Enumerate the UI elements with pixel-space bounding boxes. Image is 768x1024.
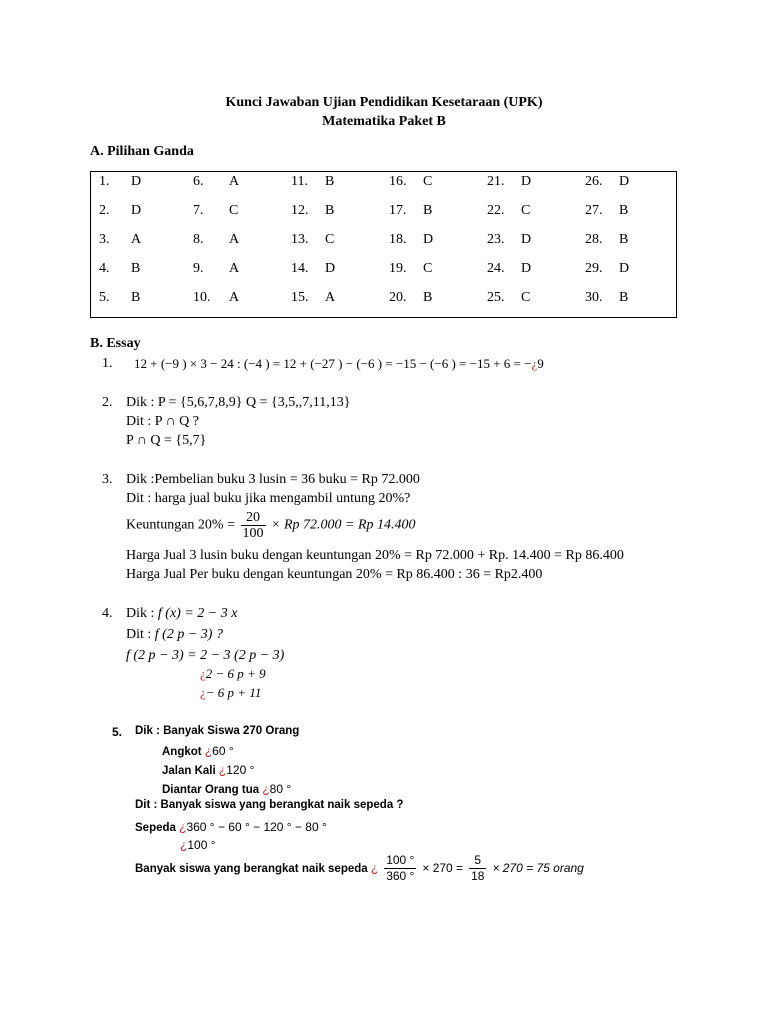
answer-letter: A: [131, 232, 142, 247]
essay-4-step1: f (2 p − 3) = 2 − 3 (2 p − 3): [126, 648, 285, 663]
answer-letter: D: [131, 174, 142, 189]
sepeda-expression: 360 ° − 60 ° − 120 ° − 80 °: [186, 820, 327, 834]
answer-letter: B: [423, 203, 433, 218]
final-fraction-1-numerator: 100 °: [386, 853, 415, 867]
final-result: × 270 = 75 orang: [492, 861, 584, 876]
answer-letter: D: [521, 232, 532, 247]
step3-expression: − 6 p + 11: [205, 685, 262, 700]
answer-number: 8.: [193, 232, 204, 247]
final-fraction-1-denominator: 360 °: [386, 869, 415, 883]
sepeda-red-glyph: ¿: [179, 820, 187, 834]
answer-number: 19.: [389, 261, 407, 276]
answer-letter: B: [423, 290, 433, 305]
answer-number: 6.: [193, 174, 204, 189]
answer-number: 16.: [389, 174, 407, 189]
answer-number: 9.: [193, 261, 204, 276]
keuntungan-fraction: [241, 510, 266, 541]
final-label: Banyak siswa yang berangkat naik sepeda: [135, 863, 371, 876]
answer-number: 22.: [487, 203, 505, 218]
essay-2-number: 2.: [102, 395, 113, 410]
final-fraction-2: [469, 853, 486, 884]
answer-letter: B: [325, 203, 335, 218]
answer-number: 18.: [389, 232, 407, 247]
essay-5-sepeda-result: [180, 836, 216, 854]
answer-letter: D: [131, 203, 142, 218]
answer-letter: A: [325, 290, 336, 305]
answer-letter: C: [229, 203, 239, 218]
angkot-red-glyph: ¿: [204, 744, 213, 758]
essay-3-line4: Harga Jual 3 lusin buku dengan keuntungan 20% = Rp 72.000 + Rp. 14.400 = Rp 86.400: [126, 548, 624, 563]
answer-number: 12.: [291, 203, 309, 218]
section-b-heading: B. Essay: [90, 336, 141, 351]
dit-expression: f (2 p − 3) ?: [154, 627, 223, 642]
angkot-value: 60 °: [212, 744, 234, 758]
answer-number: 20.: [389, 290, 407, 305]
answer-number: 23.: [487, 232, 505, 247]
answer-number: 25.: [487, 290, 505, 305]
diantar-red-glyph: ¿: [262, 782, 270, 796]
essay-5-final: [135, 853, 584, 884]
document-title: Kunci Jawaban Ujian Pendidikan Kesetaraan (UPK): [225, 95, 543, 110]
answer-letter: D: [619, 174, 630, 189]
answer-table: [90, 171, 677, 318]
answer-number: 11.: [291, 174, 308, 189]
essay-4-dik: [126, 606, 237, 622]
essay-5-angkot: [162, 742, 234, 760]
essay-3-dik: Dik :Pembelian buku 3 lusin = 36 buku = Rp 72.000: [126, 472, 420, 487]
final-fraction-2-numerator: 5: [469, 853, 486, 869]
dik-label: Dik :: [126, 606, 158, 621]
dit-label: Dit :: [126, 627, 155, 642]
answer-letter: A: [229, 232, 240, 247]
essay-2-dit: Dit : P ∩ Q ?: [126, 414, 199, 429]
answer-number: 7.: [193, 203, 204, 218]
essay-5-dit: Dit : Banyak siswa yang berangkat naik sepeda ?: [135, 799, 404, 811]
essay-1-expr-tail: 9: [537, 356, 544, 371]
final-red-glyph: ¿: [370, 861, 379, 876]
essay-4-step3: [200, 685, 261, 701]
answer-number: 14.: [291, 261, 309, 276]
final-middle: × 270 =: [422, 861, 464, 876]
essay-1-red-glyph: ¿: [531, 356, 538, 371]
answer-letter: A: [229, 174, 240, 189]
essay-5-diantar: [162, 780, 291, 798]
document-subtitle: Matematika Paket B: [322, 114, 446, 129]
answer-letter: A: [229, 290, 240, 305]
answer-letter: C: [423, 174, 433, 189]
answer-letter: B: [619, 203, 629, 218]
essay-5-number: 5.: [112, 725, 123, 739]
answer-letter: D: [521, 174, 532, 189]
answer-letter: C: [423, 261, 433, 276]
keuntungan-label: Keuntungan 20% =: [126, 517, 235, 533]
sepeda-label: Sepeda: [135, 822, 180, 834]
answer-letter: B: [619, 290, 629, 305]
answer-number: 5.: [99, 290, 110, 305]
essay-4-number: 4.: [102, 606, 113, 621]
answer-number: 13.: [291, 232, 309, 247]
essay-3-dit: Dit : harga jual buku jika mengambil untung 20%?: [126, 491, 411, 506]
angkot-label: Angkot: [162, 746, 205, 758]
essay-2-dik: Dik : P = {5,6,7,8,9} Q = {3,5,,7,11,13}: [126, 395, 351, 410]
essay-4-dit: [126, 627, 223, 643]
answer-number: 10.: [193, 290, 211, 305]
essay-5-sepeda: [135, 818, 327, 836]
essay-5-jalan-kali: [162, 761, 254, 779]
sepeda-result-red-glyph: ¿: [180, 838, 188, 852]
answer-number: 15.: [291, 290, 309, 305]
essay-1-expr-text: 12 + (−9 ) × 3 − 24 : (−4 ) = 12 + (−27 ) − (−6 ) = −15 − (−6 ) = −15 + 6 = −: [134, 356, 532, 371]
answer-letter: B: [131, 290, 141, 305]
answer-number: 3.: [99, 232, 110, 247]
final-fraction-2-denominator: 18: [471, 869, 485, 883]
answer-number: 26.: [585, 174, 603, 189]
answer-number: 2.: [99, 203, 110, 218]
essay-4-step2: [200, 666, 266, 682]
answer-number: 17.: [389, 203, 407, 218]
answer-letter: B: [325, 174, 335, 189]
answer-number: 28.: [585, 232, 603, 247]
answer-letter: B: [131, 261, 141, 276]
answer-number: 4.: [99, 261, 110, 276]
diantar-label: Diantar Orang tua: [162, 784, 263, 796]
step2-expression: 2 − 6 p + 9: [205, 666, 266, 681]
answer-letter: B: [619, 232, 629, 247]
answer-number: 27.: [585, 203, 603, 218]
answer-number: 21.: [487, 174, 505, 189]
answer-number: 30.: [585, 290, 603, 305]
jalan-kali-label: Jalan Kali: [162, 765, 219, 777]
essay-2-answer: P ∩ Q = {5,7}: [126, 433, 207, 448]
answer-number: 29.: [585, 261, 603, 276]
answer-letter: C: [521, 203, 531, 218]
step2-red-glyph: ¿: [200, 666, 206, 681]
sepeda-result-value: 100 °: [187, 838, 216, 852]
jalan-kali-value: 120 °: [226, 763, 255, 777]
dik-expression: f (x) = 2 − 3 x: [157, 606, 238, 621]
answer-letter: A: [229, 261, 240, 276]
answer-letter: D: [521, 261, 532, 276]
answer-letter: D: [619, 261, 630, 276]
diantar-value: 80 °: [269, 782, 292, 796]
answer-letter: C: [521, 290, 531, 305]
section-a-heading: A. Pilihan Ganda: [90, 144, 194, 159]
fraction-numerator: 20: [241, 510, 266, 526]
fraction-denominator: 100: [242, 526, 264, 541]
essay-3-number: 3.: [102, 472, 113, 487]
essay-5-dik: Dik : Banyak Siswa 270 Orang: [135, 725, 300, 737]
keuntungan-rest: × Rp 72.000 = Rp 14.400: [271, 517, 416, 533]
final-fraction-1: [384, 853, 416, 884]
step3-red-glyph: ¿: [200, 685, 206, 700]
answer-letter: C: [325, 232, 335, 247]
essay-1-expression: [134, 356, 544, 372]
jalan-kali-red-glyph: ¿: [218, 763, 227, 777]
answer-letter: D: [423, 232, 434, 247]
essay-3-keuntungan: [126, 510, 416, 541]
answer-number: 24.: [487, 261, 505, 276]
essay-3-line5: Harga Jual Per buku dengan keuntungan 20% = Rp 86.400 : 36 = Rp2.400: [126, 567, 543, 582]
essay-1-number: 1.: [102, 356, 113, 371]
answer-number: 1.: [99, 174, 110, 189]
answer-letter: D: [325, 261, 336, 276]
